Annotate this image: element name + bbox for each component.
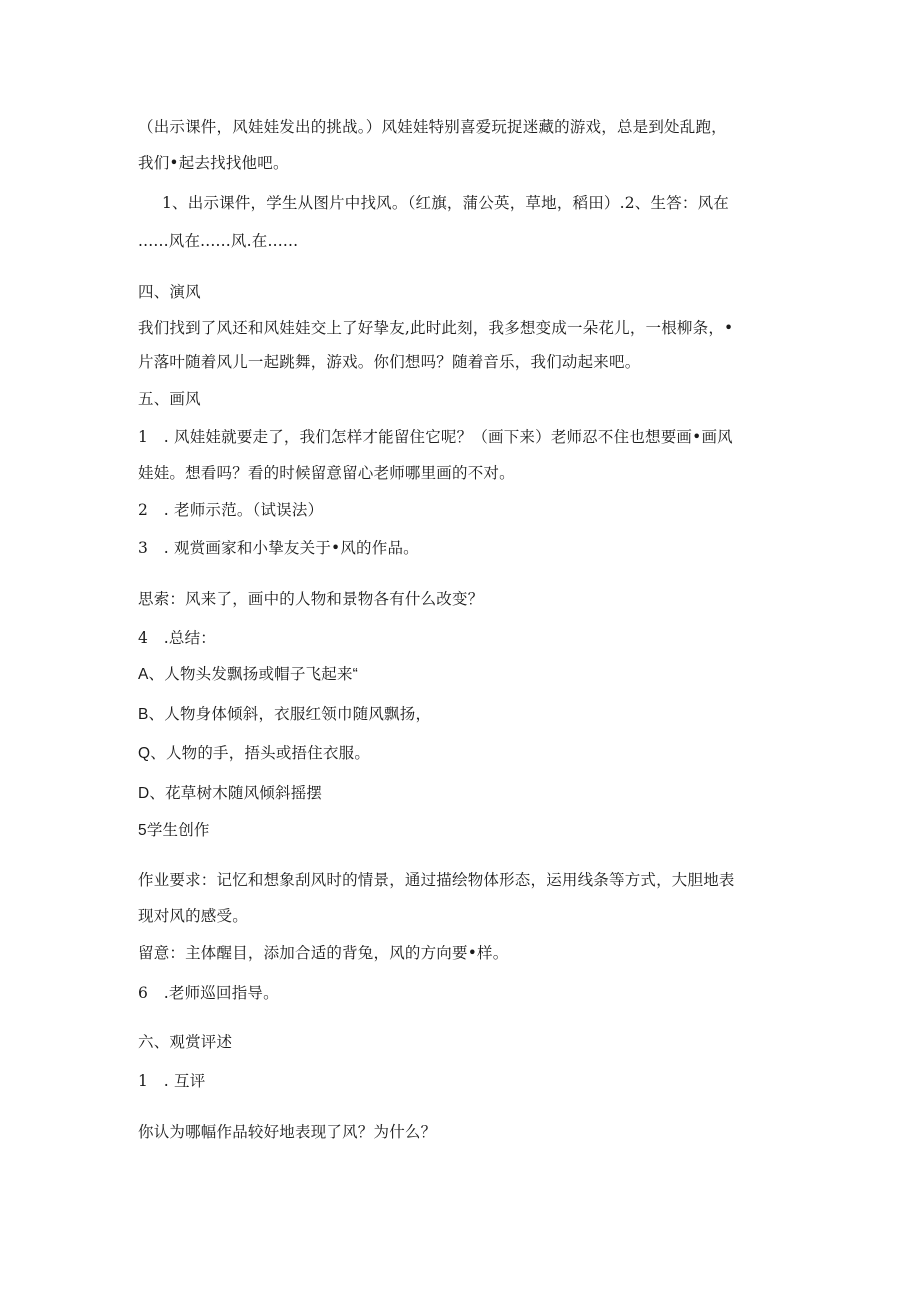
section-heading-act-wind: 四、演风 <box>138 283 201 301</box>
appreciate-question: 你认为哪幅作品较好地表现了风？为什么？ <box>138 1123 437 1141</box>
draw-item-3: 3 . 观赏画家和小挚友关于•风的作品。 <box>138 539 419 557</box>
summary-item-d: D、花草树木随风倾斜摇摆 <box>138 785 323 802</box>
paragraph-act-line2: 片落叶随着风儿一起跳舞，游戏。你们想吗？随着音乐，我们动起来吧。 <box>138 353 641 371</box>
draw-item-1-line2: 娃娃。想看吗？看的时候留意留心老师哪里画的不对。 <box>138 464 515 482</box>
section-heading-draw-wind: 五、画风 <box>138 390 201 408</box>
homework-line1: 作业要求：记忆和想象刮风时的情景，通过描绘物体形态，运用线条等方式，大胆地表 <box>138 871 735 889</box>
paragraph-act-line1: 我们找到了风还和风娃娃交上了好挚友,此时此刻，我多想变成一朵花儿，一根柳条，• <box>138 319 734 337</box>
step-1-line1: 1、出示课件，学生从图片中找风。（红旗，蒲公英，草地，稻田）.2、生答：风在 <box>162 194 730 212</box>
draw-item-4: 4 .总结： <box>138 629 216 647</box>
draw-item-5: 5学生创作 <box>138 822 210 839</box>
thinking-question: 思索：风来了，画中的人物和景物各有什么改变？ <box>138 590 484 608</box>
step-1-line2: ......风在......风.在...... <box>138 232 299 250</box>
paragraph-intro-line2: 我们•起去找找他吧。 <box>138 154 289 172</box>
paragraph-intro-line1: （出示课件，风娃娃发出的挑战。）风娃娃特别喜爱玩捉迷藏的游戏，总是到处乱跑， <box>138 118 727 136</box>
summary-item-b: B、人物身体倾斜，衣服红领巾随风飘扬， <box>138 706 432 723</box>
attention-note: 留意：主体醒目，添加合适的背兔，风的方向要•样。 <box>138 944 509 962</box>
draw-item-1-line1: 1 . 风娃娃就要走了，我们怎样才能留住它呢？（画下来）老师忍不住也想要画•画风 <box>138 428 733 446</box>
draw-item-6: 6 .老师巡回指导。 <box>138 984 279 1002</box>
draw-item-2: 2 . 老师示范。（试误法） <box>138 501 324 519</box>
summary-item-c: Q、人物的手，捂头或捂住衣服。 <box>138 745 371 762</box>
summary-item-a: A、人物头发飘扬或帽子飞起来“ <box>138 666 359 683</box>
appreciate-item-1: 1 . 互评 <box>138 1072 206 1090</box>
section-heading-appreciate: 六、观赏评述 <box>138 1033 233 1051</box>
homework-line2: 现对风的感受。 <box>138 907 248 925</box>
